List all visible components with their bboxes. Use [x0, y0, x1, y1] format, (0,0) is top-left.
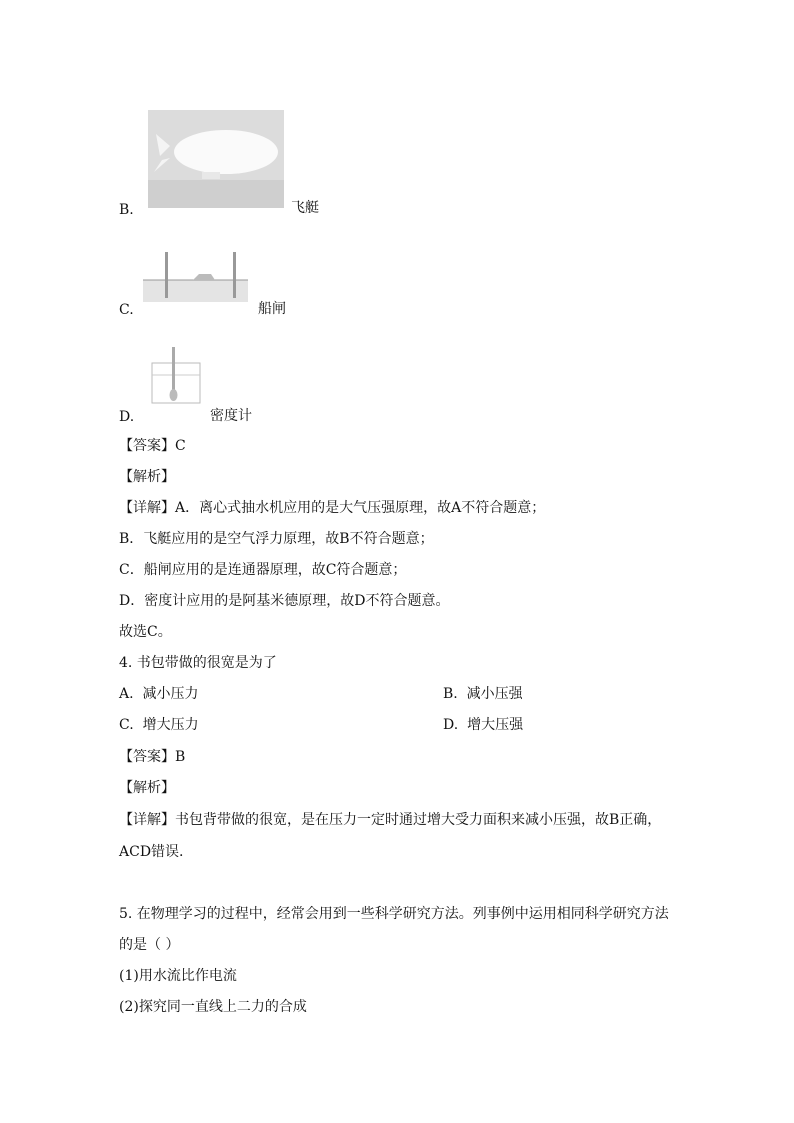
q4-option-a-text: 减小压力	[142, 686, 199, 702]
answer-value: B	[175, 749, 186, 765]
option-c-letter: C.	[119, 302, 134, 318]
q4-option-a	[119, 684, 198, 704]
detail-4-line-2: ACD错误.	[119, 844, 184, 860]
hydrometer-image	[148, 345, 204, 405]
detail-3-conclusion: 故选C。	[119, 624, 172, 640]
question-5-stem-2: 的是（ ）	[119, 937, 180, 953]
ship-lock-image	[143, 250, 248, 302]
detail-4-line-1	[119, 810, 661, 830]
answer-label: 【答案】	[119, 749, 175, 765]
detail-3-line-d: D．密度计应用的是阿基米德原理，故D不符合题意。	[119, 593, 450, 609]
detail-3-line-b: B．飞艇应用的是空气浮力原理，故B不符合题意；	[119, 531, 434, 547]
q4-option-c-text: 增大压力	[142, 717, 199, 733]
question-4-stem: 4. 书包带做的很宽是为了	[119, 655, 277, 671]
answer-4	[119, 747, 185, 767]
analysis-4-label: 【解析】	[119, 780, 175, 796]
analysis-3-label: 【解析】	[119, 469, 175, 485]
q4-option-b-text: 减小压强	[466, 686, 523, 702]
q4-option-d-text: 增大压强	[467, 717, 524, 733]
q4-option-c-letter: C.	[119, 717, 134, 733]
q4-option-d-letter: D.	[443, 717, 459, 733]
question-5-item-2: (2)探究同一直线上二力的合成	[119, 999, 307, 1015]
answer-3	[119, 436, 186, 456]
detail-label: 【详解】	[119, 812, 175, 828]
q4-option-a-letter: A.	[119, 686, 134, 702]
option-b-caption: 飞艇	[291, 200, 319, 216]
answer-label: 【答案】	[119, 438, 175, 454]
detail-3-line-a	[119, 498, 545, 518]
option-d-letter: D.	[119, 409, 135, 425]
answer-value: C	[175, 438, 186, 454]
detail-4-text-1: 书包背带做的很宽，是在压力一定时通过增大受力面积来减小压强，故B正确，	[175, 812, 662, 828]
q4-option-b	[443, 684, 523, 704]
option-c-caption: 船闸	[258, 301, 286, 317]
q4-option-c	[119, 715, 199, 735]
option-b-letter: B.	[119, 202, 134, 218]
q4-option-b-letter: B.	[443, 686, 458, 702]
airship-image	[148, 110, 284, 208]
question-5-item-1: (1)用水流比作电流	[119, 968, 237, 984]
q4-option-d	[443, 715, 523, 735]
detail-3-text-a: A．离心式抽水机应用的是大气压强原理，故A不符合题意；	[175, 500, 546, 516]
detail-label: 【详解】	[119, 500, 175, 516]
detail-3-line-c: C．船闸应用的是连通器原理，故C符合题意；	[119, 562, 407, 578]
option-d-caption: 密度计	[210, 408, 252, 424]
question-5-stem-1: 5. 在物理学习的过程中，经常会用到一些科学研究方法。列事例中运用相同科学研究方法	[119, 906, 669, 922]
